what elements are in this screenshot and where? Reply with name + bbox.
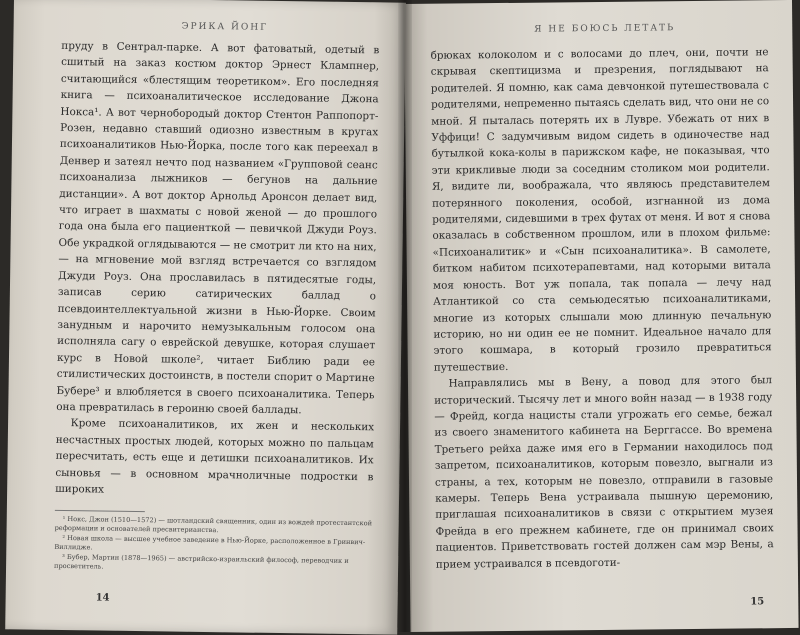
left-page-number: 14 bbox=[95, 592, 110, 604]
footnote-rule bbox=[55, 510, 145, 512]
right-running-head: Я НЕ БОЮСЬ ЛЕТАТЬ bbox=[534, 23, 676, 35]
left-page bbox=[5, 0, 406, 635]
left-body-text bbox=[55, 38, 379, 502]
footnote: ² Новая школа — высшее учебное заведение в Нью-Йорке, расположенное в Гринвич-Виллидже. bbox=[54, 533, 366, 552]
right-body-text bbox=[430, 44, 773, 573]
right-paragraph: брюках колоколом и с волосами до плеч, они, почти не скрывая скептицизма и презрения, поглядывают на родителей. Я помню, как сама девчонкой путешествовала с родителями, непременно пытаясь сделать вид, что они не со мной. Я пыталась потерять их в Лувре. Убежать от них в Уффици! С задумчивым видом сидеть в одиночестве над бутылкой кока-колы в парижском кафе, не показывая, что эти крикливые люди за соседним столиком мои родители. Я, видите ли, воображала, что являюсь представителем потерянного поколения, особой, изгнанной из дома родителями, сидевшими в трех футах от меня. И вот я снова оказалась в собственном прошлом, или в плохом фильме: «Психоаналитик» и «Сын психоаналитика». В самолете, битком набитом психотерапевтами, над которыми витала моя юность. Вот уж попала, так попала — лечу над Атлантикой со ста семьюдесятью психоаналитиками, многие из которых слышали мою длинную печальную историю, но ни один ее не помнит. Идеальное начало для этого кошмара, в который грозило превратиться путешествие. bbox=[430, 46, 772, 374]
left-paragraph: пруду в Сентрал-парке. А вот фатоватый, одетый в сшитый на заказ костюм доктор Эрнест Клампнер, считающийся «блестящим теоретиком». Его последняя книга — психоаналитическое исследование Джона Нокса¹. А вот чернобородый доктор Стентон Раппопорт-Розен, недавно ставший одиозно известным в кругах психоаналитиков Нью-Йорка, после того как переехал в Денвер и затеял нечто под названием «Групповой сеанс психоанализа лыжников — бегунов на дальние дистанции». А вот доктор Арнольд Аронсон делает вид, что играет в шахматы с новой женой — до прошлого года она была его пациенткой — певичкой Джуди Роуз. Обе украдкой оглядываются — не смотрит ли кто на них, — на мгновение мой взгляд встречается со взглядом Джуди Роуз. Она прославилась в пятидесятые годы, записав серию сатирических баллад о псевдоинтеллектуальной жизни в Нью-Йорке. Своим занудным и нарочито немузыкальным голосом она исполняла сагу о еврейской девушке, которая слушает курс в Новой школе², читает Библию ради ее стилистических достоинств, в постели спорит о Мартине Бубере³ и влюбляется в своего психоаналитика. Теперь она превратилась в героиню своей баллады. bbox=[56, 39, 380, 417]
footnote: ³ Бубер, Мартин (1878—1965) — австрийско-израильский философ, переводчик и просветитель. bbox=[54, 552, 349, 571]
right-page bbox=[404, 0, 799, 632]
footnote: ¹ Нокс, Джон (1510—1572) — шотландский священник, один из вождей протестантской реформации и основателей пресвитерианства. bbox=[54, 514, 373, 535]
footnotes bbox=[54, 510, 373, 576]
book-gutter bbox=[398, 0, 412, 632]
left-running-head: ЭРИКА ЙОНГ bbox=[181, 21, 269, 33]
right-paragraph: Направлялись мы в Вену, а повод для этого был исторический. Тысячу лет и много войн назад — в 1938 году — Фрейд, когда нацисты стали угрожать его семье, бежал из своего знаменитого кабинета на Берггассе. Во времена Третьего рейха даже имя его в Германии находилось под запретом, психоаналитиков, которым повезло, выгнали из страны, а тех, которым не повезло, отправили в газовые камеры. Теперь Вена устраивала пышную церемонию, приглашая психоаналитиков в связи с открытием музея Фрейда в его прежнем кабинете, где он принимал своих пациентов. Приветствовать гостей должен сам мэр Вены, а прием устраивался в псевдоготи- bbox=[434, 374, 774, 571]
left-paragraph: Кроме психоаналитиков, их жен и нескольких несчастных простых людей, которых можно по пальцам пересчитать, есть еще и детишки психоаналитиков. Их сыновья — в основном мрачноличные подростки в широких bbox=[55, 417, 375, 496]
right-page-number: 15 bbox=[750, 596, 765, 608]
